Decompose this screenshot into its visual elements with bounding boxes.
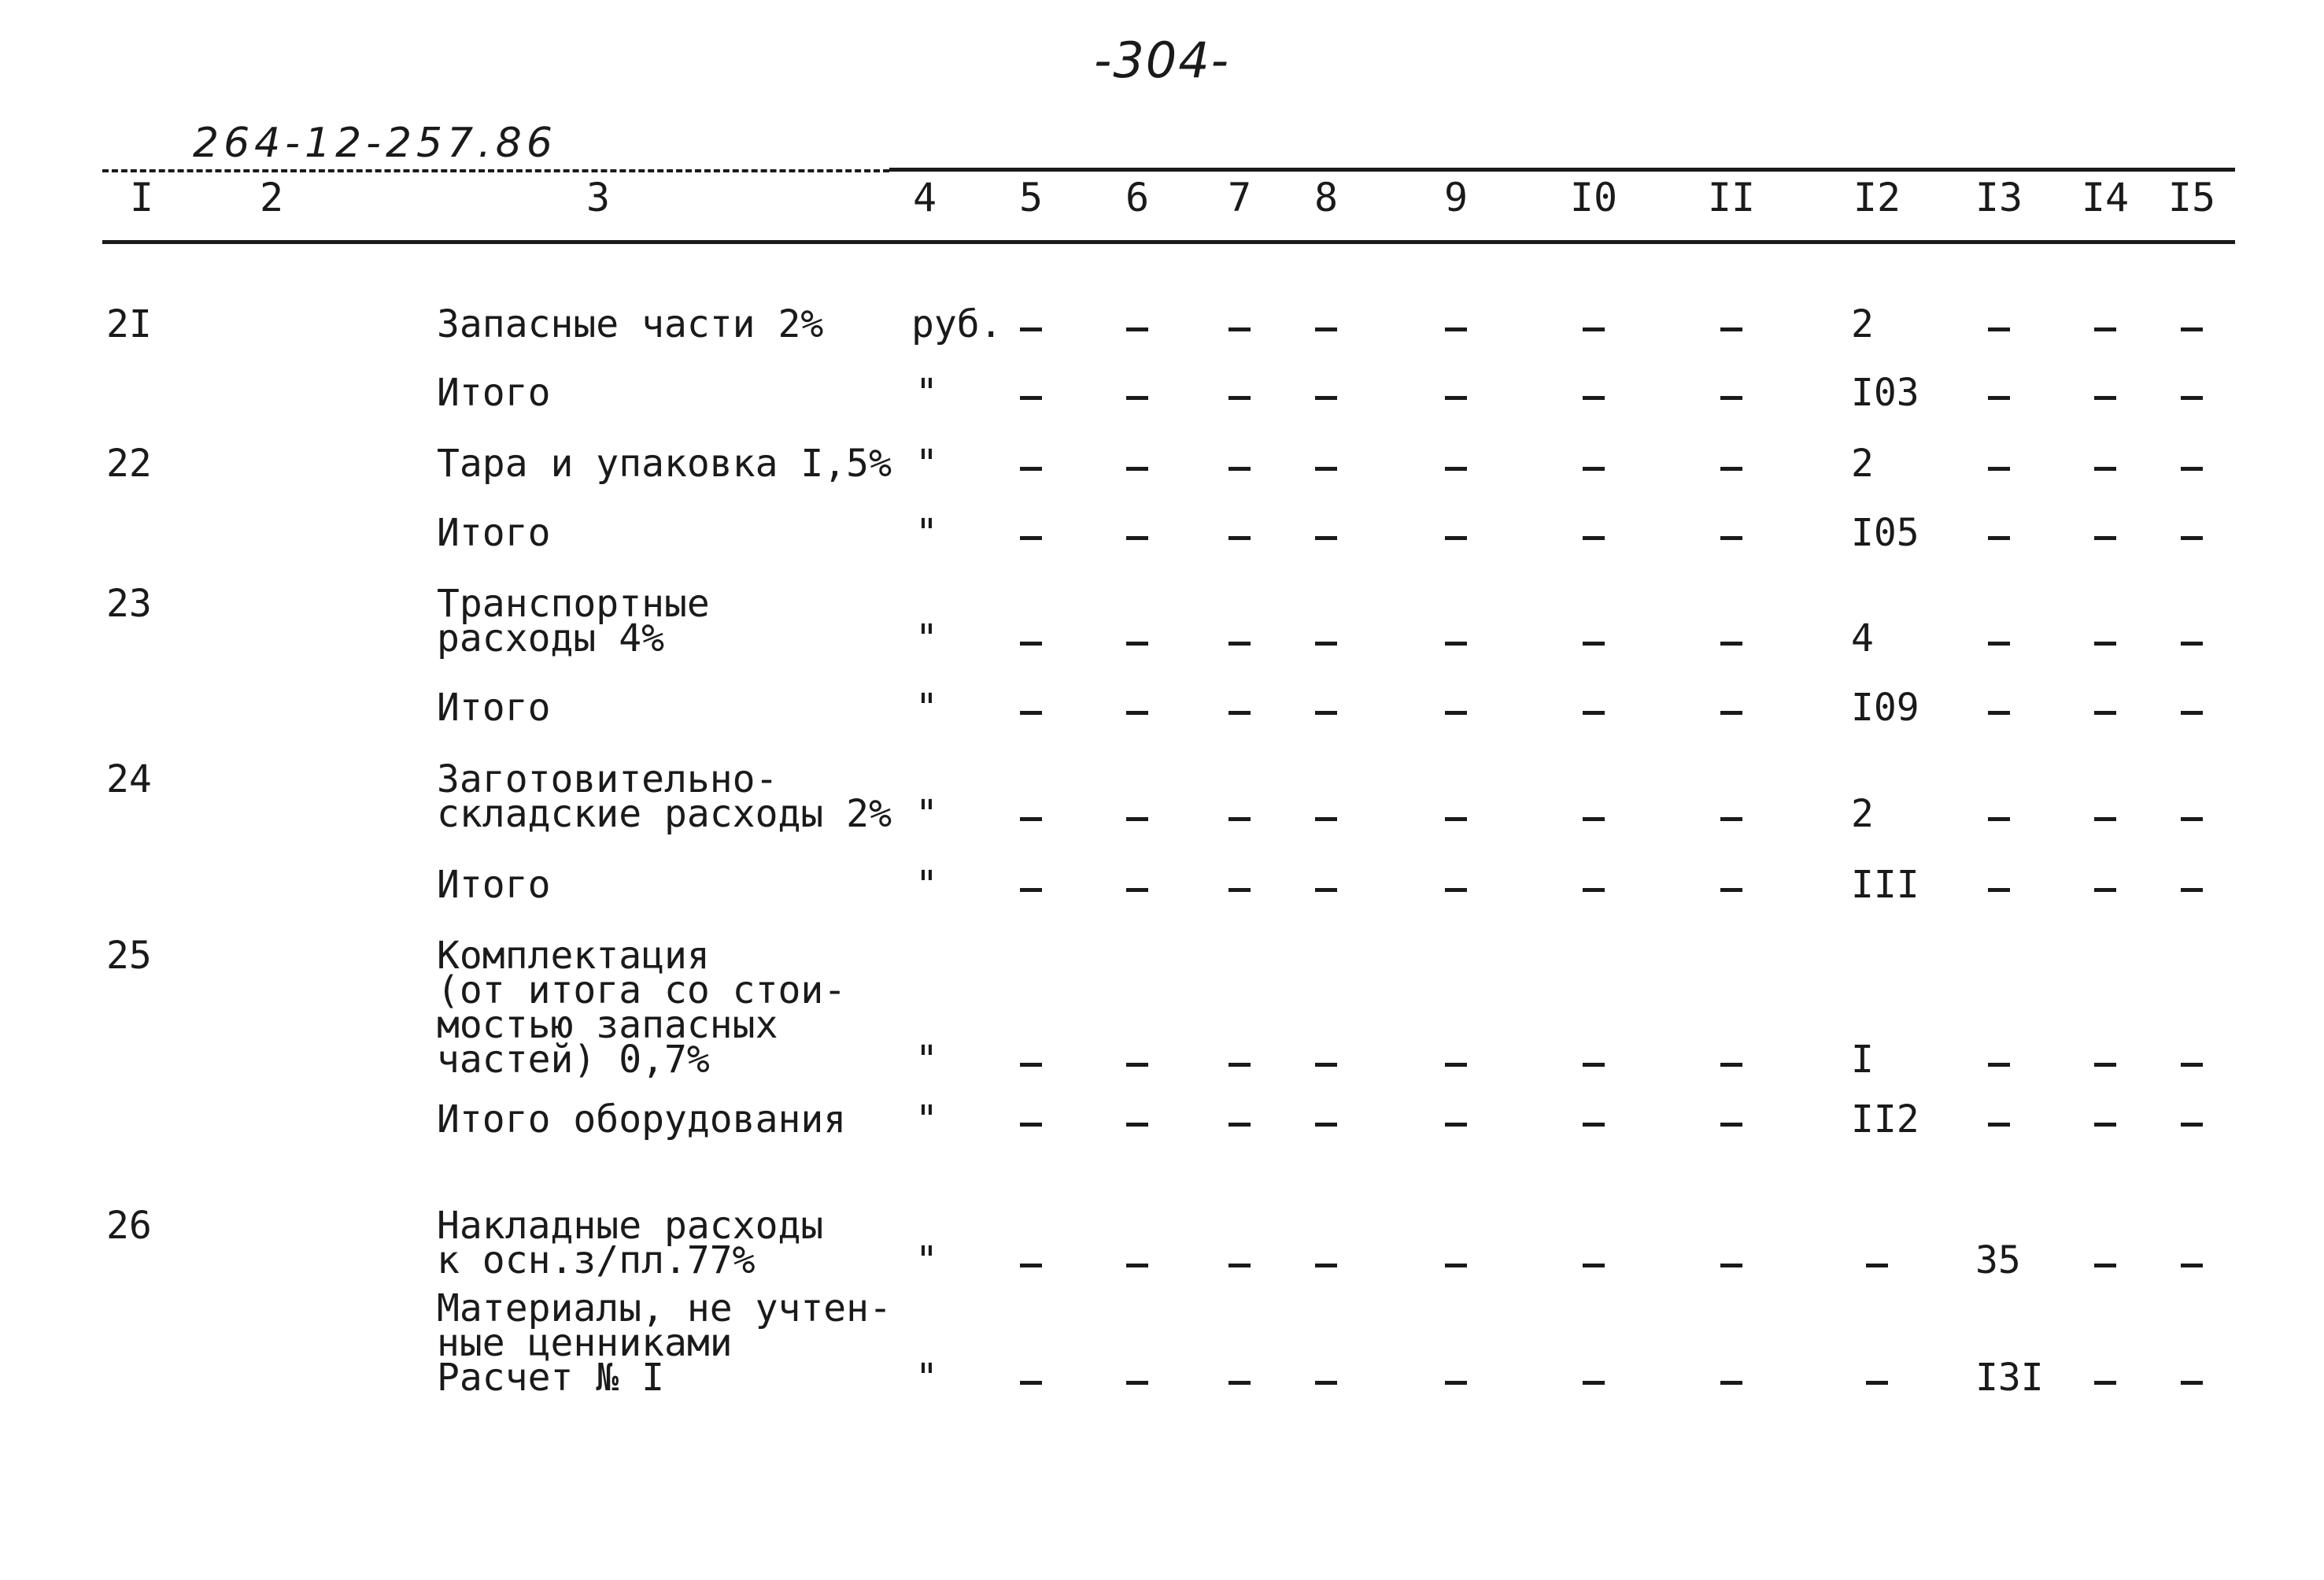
empty-dash xyxy=(1988,1063,2010,1067)
row-number: 22 xyxy=(106,442,152,486)
column-header-7: 7 xyxy=(1227,175,1252,220)
empty-dash xyxy=(1126,467,1148,471)
empty-dash xyxy=(2181,1063,2203,1067)
empty-dash xyxy=(1126,711,1148,715)
empty-dash xyxy=(1020,1381,1042,1385)
empty-dash xyxy=(2094,1123,2116,1127)
empty-dash xyxy=(1583,396,1605,400)
row-unit: " xyxy=(915,371,938,415)
value-col-13: 35 xyxy=(1975,1238,2021,1282)
empty-dash xyxy=(1315,396,1337,400)
empty-dash xyxy=(1720,1123,1742,1127)
row-unit: " xyxy=(915,863,938,907)
empty-dash xyxy=(1445,1123,1467,1127)
column-header-4: 4 xyxy=(912,175,937,220)
empty-dash xyxy=(2094,888,2116,892)
row-description: Накладные расходы к осн.з/пл.77% xyxy=(437,1204,824,1282)
empty-dash xyxy=(1988,396,2010,400)
row-number: 26 xyxy=(106,1204,152,1248)
empty-dash xyxy=(1315,642,1337,646)
empty-dash xyxy=(1445,536,1467,540)
value-col-12: 2 xyxy=(1851,792,1874,836)
empty-dash xyxy=(2181,536,2203,540)
empty-dash xyxy=(1583,1264,1605,1267)
row-number: 24 xyxy=(106,757,152,801)
empty-dash xyxy=(1020,1264,1042,1267)
empty-dash xyxy=(2181,817,2203,821)
value-col-13: I3I xyxy=(1975,1356,2044,1400)
empty-dash xyxy=(1020,642,1042,646)
value-col-12: I05 xyxy=(1851,511,1919,555)
empty-dash xyxy=(1229,327,1251,331)
empty-dash xyxy=(1315,536,1337,540)
row-description: Запасные части 2% xyxy=(437,302,824,346)
empty-dash xyxy=(1445,467,1467,471)
empty-dash xyxy=(1020,396,1042,400)
row-description: Заготовительно- складские расходы 2% xyxy=(437,757,892,836)
empty-dash xyxy=(1126,1123,1148,1127)
empty-dash xyxy=(1020,711,1042,715)
column-header-8: 8 xyxy=(1313,175,1339,220)
empty-dash xyxy=(1126,888,1148,892)
column-header-14: I4 xyxy=(2081,175,2130,220)
column-header-6: 6 xyxy=(1125,175,1150,220)
row-description: Итого xyxy=(437,863,551,907)
empty-dash xyxy=(1229,1381,1251,1385)
empty-dash xyxy=(1720,888,1742,892)
empty-dash xyxy=(1720,536,1742,540)
empty-dash xyxy=(1126,536,1148,540)
empty-dash xyxy=(1020,1123,1042,1127)
empty-dash xyxy=(1126,817,1148,821)
column-header-15: I5 xyxy=(2167,175,2216,220)
empty-dash xyxy=(1020,467,1042,471)
empty-dash xyxy=(1315,1381,1337,1385)
empty-dash xyxy=(1315,1063,1337,1067)
empty-dash xyxy=(1583,1063,1605,1067)
empty-dash xyxy=(1229,467,1251,471)
document-code: 264-12-257.86 xyxy=(193,120,557,167)
column-header-9: 9 xyxy=(1443,175,1469,220)
empty-dash xyxy=(1583,1381,1605,1385)
empty-dash xyxy=(2094,396,2116,400)
empty-dash xyxy=(1126,1063,1148,1067)
empty-dash xyxy=(1020,817,1042,821)
column-header-2: 2 xyxy=(259,175,284,220)
empty-dash xyxy=(1988,817,2010,821)
column-header-1: I xyxy=(129,175,154,220)
empty-dash xyxy=(1583,817,1605,821)
empty-dash xyxy=(1720,1381,1742,1385)
empty-dash xyxy=(1020,888,1042,892)
empty-dash xyxy=(2094,327,2116,331)
value-col-12: I09 xyxy=(1851,686,1919,730)
empty-dash xyxy=(1229,817,1251,821)
top-rule xyxy=(889,168,2235,172)
empty-dash xyxy=(2094,1264,2116,1267)
empty-dash xyxy=(2094,817,2116,821)
empty-dash xyxy=(1988,467,2010,471)
empty-dash xyxy=(1229,536,1251,540)
empty-dash xyxy=(2181,1381,2203,1385)
row-description: Тара и упаковка I,5% xyxy=(437,442,892,486)
empty-dash xyxy=(1583,327,1605,331)
empty-dash xyxy=(1866,1381,1888,1385)
empty-dash xyxy=(1720,817,1742,821)
empty-dash xyxy=(1126,642,1148,646)
value-col-12: I xyxy=(1851,1038,1874,1082)
empty-dash xyxy=(2181,1123,2203,1127)
row-unit: " xyxy=(915,1038,938,1082)
empty-dash xyxy=(1445,327,1467,331)
row-unit: " xyxy=(915,686,938,730)
row-description: Итого xyxy=(437,371,551,415)
row-description: Итого xyxy=(437,686,551,730)
row-unit: " xyxy=(915,792,938,836)
empty-dash xyxy=(1229,642,1251,646)
empty-dash xyxy=(1988,888,2010,892)
value-col-12: 4 xyxy=(1851,616,1874,660)
row-unit: " xyxy=(915,1238,938,1282)
empty-dash xyxy=(2181,888,2203,892)
empty-dash xyxy=(1126,396,1148,400)
column-header-13: I3 xyxy=(1975,175,2023,220)
empty-dash xyxy=(1126,327,1148,331)
row-unit: руб. xyxy=(911,302,1003,346)
empty-dash xyxy=(1445,888,1467,892)
empty-dash xyxy=(1229,1063,1251,1067)
empty-dash xyxy=(1583,711,1605,715)
empty-dash xyxy=(1229,711,1251,715)
empty-dash xyxy=(1229,1123,1251,1127)
empty-dash xyxy=(1583,1123,1605,1127)
row-unit: " xyxy=(915,616,938,660)
value-col-12: 2 xyxy=(1851,302,1874,346)
empty-dash xyxy=(1315,1123,1337,1127)
empty-dash xyxy=(1583,888,1605,892)
row-description: Итого xyxy=(437,511,551,555)
empty-dash xyxy=(2181,327,2203,331)
empty-dash xyxy=(1315,817,1337,821)
row-description: Комплектация (от итога со стои- мостью запасных частей) 0,7% xyxy=(437,934,847,1082)
empty-dash xyxy=(1988,536,2010,540)
empty-dash xyxy=(1020,1063,1042,1067)
column-header-10: I0 xyxy=(1569,175,1618,220)
empty-dash xyxy=(2094,711,2116,715)
column-header-12: I2 xyxy=(1853,175,1901,220)
empty-dash xyxy=(1445,711,1467,715)
empty-dash xyxy=(2094,1381,2116,1385)
page-number: -304- xyxy=(1093,31,1231,89)
value-col-12: 2 xyxy=(1851,442,1874,486)
value-col-12: I03 xyxy=(1851,371,1919,415)
empty-dash xyxy=(1720,1063,1742,1067)
empty-dash xyxy=(1315,711,1337,715)
column-header-3: 3 xyxy=(586,175,611,220)
empty-dash xyxy=(2181,396,2203,400)
empty-dash xyxy=(1445,1264,1467,1267)
row-unit: " xyxy=(915,1356,938,1400)
value-col-12: II2 xyxy=(1851,1097,1919,1142)
empty-dash xyxy=(1445,817,1467,821)
empty-dash xyxy=(1229,1264,1251,1267)
empty-dash xyxy=(2094,1063,2116,1067)
row-unit: " xyxy=(915,1097,938,1142)
empty-dash xyxy=(1445,1381,1467,1385)
row-number: 25 xyxy=(106,934,152,978)
value-col-12: III xyxy=(1851,863,1919,907)
empty-dash xyxy=(2094,642,2116,646)
empty-dash xyxy=(1315,888,1337,892)
empty-dash xyxy=(1445,642,1467,646)
empty-dash xyxy=(1720,467,1742,471)
empty-dash xyxy=(2181,711,2203,715)
empty-dash xyxy=(1720,711,1742,715)
row-description: Транспортные расходы 4% xyxy=(437,582,710,660)
empty-dash xyxy=(1229,888,1251,892)
empty-dash xyxy=(1315,1264,1337,1267)
empty-dash xyxy=(1126,1264,1148,1267)
empty-dash xyxy=(1583,642,1605,646)
empty-dash xyxy=(1720,1264,1742,1267)
column-header-11: II xyxy=(1707,175,1756,220)
empty-dash xyxy=(1445,396,1467,400)
empty-dash xyxy=(1315,467,1337,471)
empty-dash xyxy=(1720,642,1742,646)
empty-dash xyxy=(1315,327,1337,331)
empty-dash xyxy=(1126,1381,1148,1385)
empty-dash xyxy=(1229,396,1251,400)
empty-dash xyxy=(2181,1264,2203,1267)
header-rule xyxy=(102,240,2235,244)
empty-dash xyxy=(1720,327,1742,331)
empty-dash xyxy=(1720,396,1742,400)
empty-dash xyxy=(1020,536,1042,540)
top-rule-dashed xyxy=(102,169,889,172)
row-unit: " xyxy=(915,511,938,555)
empty-dash xyxy=(1583,536,1605,540)
empty-dash xyxy=(1988,711,2010,715)
empty-dash xyxy=(1988,642,2010,646)
empty-dash xyxy=(1866,1264,1888,1267)
row-number: 23 xyxy=(106,582,152,626)
empty-dash xyxy=(1445,1063,1467,1067)
empty-dash xyxy=(1020,327,1042,331)
empty-dash xyxy=(1583,467,1605,471)
empty-dash xyxy=(1988,327,2010,331)
empty-dash xyxy=(2181,467,2203,471)
empty-dash xyxy=(2094,536,2116,540)
row-number: 2I xyxy=(106,302,152,346)
row-description: Итого оборудования xyxy=(437,1097,847,1142)
column-header-5: 5 xyxy=(1018,175,1044,220)
row-description: Материалы, не учтен- ные ценниками Расчет № I xyxy=(437,1286,892,1400)
row-unit: " xyxy=(915,442,938,486)
empty-dash xyxy=(2181,642,2203,646)
empty-dash xyxy=(2094,467,2116,471)
empty-dash xyxy=(1988,1123,2010,1127)
